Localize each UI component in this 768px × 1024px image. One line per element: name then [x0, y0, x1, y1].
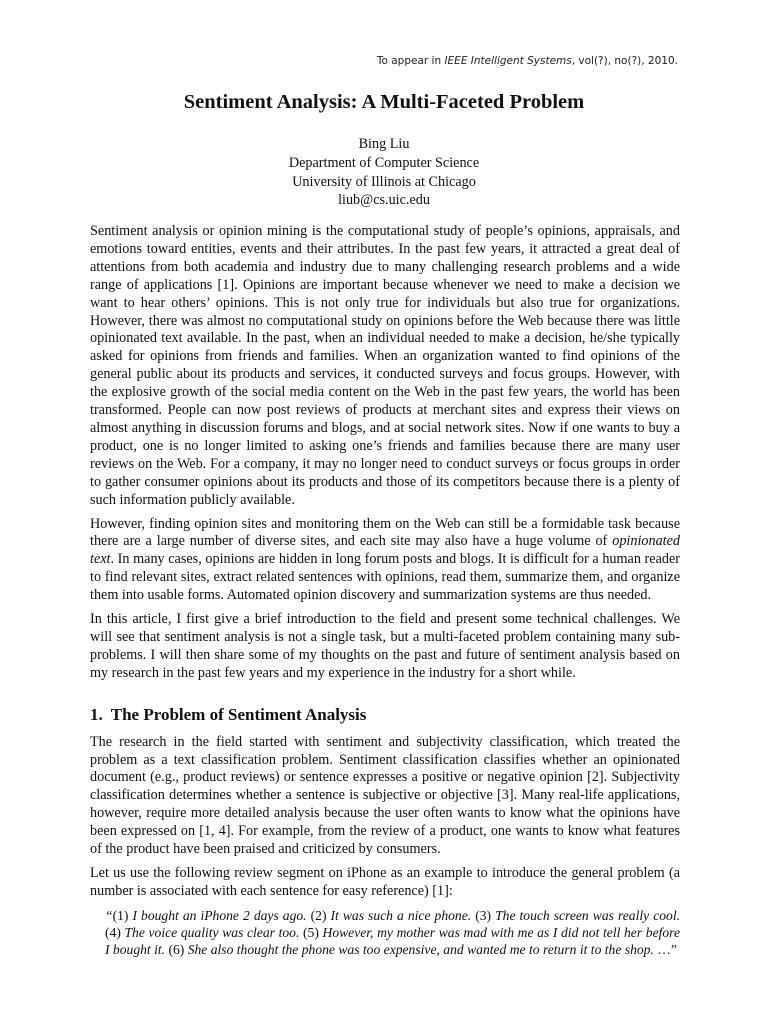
- sentence-number: (6): [168, 942, 185, 958]
- section-1-heading: [90, 704, 680, 726]
- sentence-text: It was such a nice phone.: [326, 907, 476, 923]
- sentence-number: (2): [310, 907, 327, 923]
- sentence-text: However, my mother was mad with me as I did not tell her before I bought it.: [105, 925, 680, 958]
- review-quote: [105, 907, 680, 959]
- sentence-number: (1): [112, 907, 129, 923]
- intro-paragraph-2-start: However, finding opinion sites and monitoring them on the Web can still be a formidable task because there are a large number of diverse sites, and each site may also have a huge volume of: [90, 515, 680, 550]
- sentence-text: The touch screen was really cool.: [491, 907, 680, 923]
- intro-paragraph-2-end: . In many cases, opinions are hidden in long forum posts and blogs. It is difficult for a human reader to find relevant sites, extract related sentences with opinions, read them, summarize them, and organize them into usable forms. Automated opinion discovery and summarization systems are thus needed.: [90, 551, 680, 604]
- author-email: liub@cs.uic.edu: [338, 192, 430, 209]
- sentence-text: I bought an iPhone 2 days ago.: [128, 907, 311, 923]
- quote-open-mark: “: [105, 907, 113, 923]
- section-1-title: The Problem of Sentiment Analysis: [110, 704, 367, 724]
- paper-body: [90, 223, 680, 959]
- sentence-number: (4): [105, 925, 121, 941]
- author-department: Department of Computer Science: [288, 154, 480, 171]
- intro-paragraph-3: In this article, I first give a brief introduction to the field and present some technical challenges. We will see that sentiment analysis is not a single task, but a multi-faceted problem containing many sub-problems. I will then share some of my thoughts on the past and future of sentiment analysis based on my research in the past few years and my experience in the industry for a short while.: [90, 611, 680, 681]
- author-block: [0, 135, 768, 210]
- author-university: University of Illinois at Chicago: [292, 173, 476, 190]
- section-1-paragraph-1: The research in the field started with sentiment and subjectivity classification, which treated the problem as a text classification problem. Sentiment classification classifies whether an opinionated document (e.g., product reviews) or sentence expresses a positive or negative opinion [2]. Subjectivity classification determines whether a sentence is subjective or objective [3]. Many real-life applications, however, require more detailed analysis because the user often wants to know what the opinions have been expressed on [1, 4]. For example, from the review of a product, one wants to know what features of the product have been praised and criticized by consumers.: [90, 733, 680, 858]
- publication-note: [377, 55, 678, 67]
- section-1-number: 1.: [90, 704, 103, 724]
- author-name: Bing Liu: [358, 136, 410, 152]
- intro-paragraph-2: [90, 516, 680, 606]
- publication-note-suffix: , vol(?), no(?), 2010.: [571, 55, 678, 67]
- publication-note-prefix: To appear in: [376, 55, 445, 67]
- section-1-paragraph-2: Let us use the following review segment on iPhone as an example to introduce the general problem (a number is associated with each sentence for easy reference) [1]:: [90, 865, 680, 899]
- sentence-text: The voice quality was clear too.: [120, 925, 303, 941]
- sentence-number: (5): [303, 925, 319, 941]
- publication-journal: IEEE Intelligent Systems: [444, 55, 572, 67]
- paper-title: Sentiment Analysis: A Multi-Faceted Problem: [183, 91, 585, 113]
- sentence-text: She also thought the phone was too expensive, and wanted me to return it to the shop.: [184, 942, 654, 958]
- intro-paragraph-1: Sentiment analysis or opinion mining is the computational study of people’s opinions, appraisals, and emotions toward entities, events and their attributes. In the past few years, it attracted a great deal of attentions from both academia and industry due to many challenging research problems and a wide range of applications [1]. Opinions are important because whenever we need to make a decision we want to hear others’ opinions. This is not only true for individuals but also true for organizations. However, there was almost no computational study on opinions before the Web because there was little opinionated text available. In the past, when an individual needed to make a decision, he/she typically asked for opinions from friends and families. When an organization wanted to find opinions of the general public about its products and services, it conducted surveys and focus groups. However, with the explosive growth of the social media content on the Web in the past few years, the world has been transformed. People can now post reviews of products at merchant sites and express their views on almost anything in discussion forums and blogs, and at social network sites. Now if one wants to buy a product, one is no longer limited to asking one’s friends and families because there are many user reviews on the Web. For a company, it may no longer need to conduct surveys or focus groups in order to gather consumer opinions about its products and those of its competitors because there is a plenty of such information publicly available.: [90, 223, 680, 508]
- sentence-number: (3): [475, 907, 492, 923]
- opinionated-text-term: opinionated text: [90, 533, 680, 568]
- quote-close-mark: …”: [653, 942, 677, 958]
